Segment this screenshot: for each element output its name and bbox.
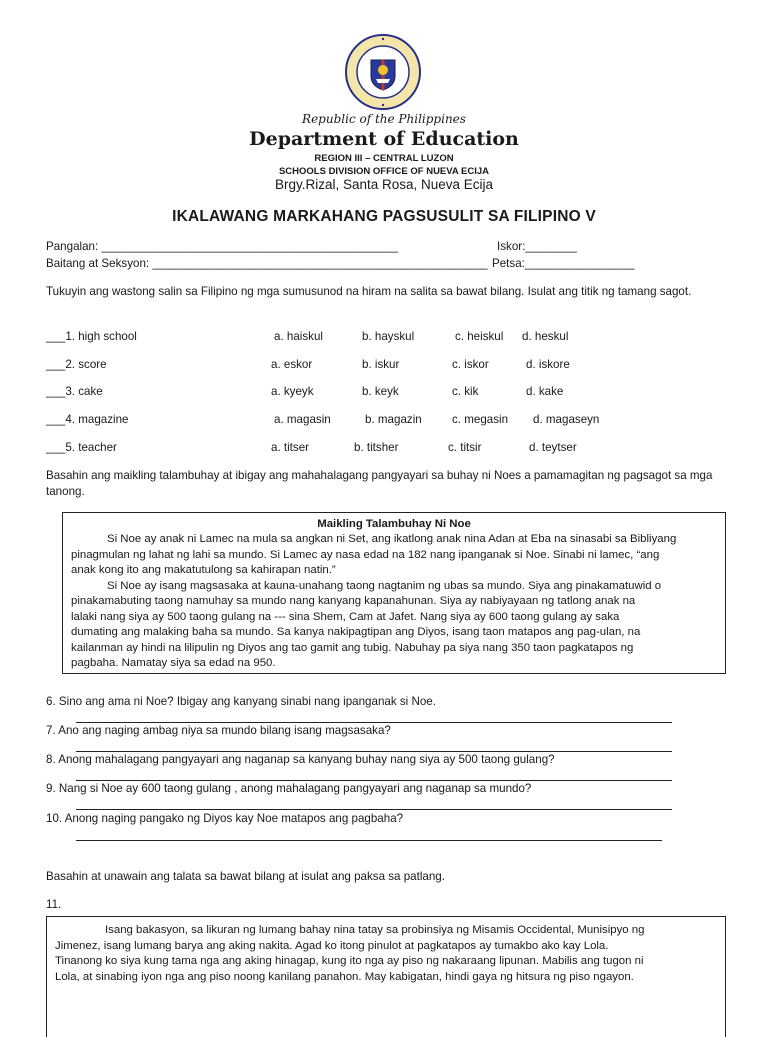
department-heading: Department of Education xyxy=(249,128,519,150)
choice-c: c. heiskul xyxy=(455,330,504,343)
answer-line-8[interactable] xyxy=(76,780,672,781)
paragraph-line: Tinanong ko siya kung tama nga ang aking hinagap, kung ito nga ay piso ng nakaraang lipunan. Mabilis ang tugon ni xyxy=(55,955,644,967)
choice-a: a. magasin xyxy=(274,413,331,426)
exam-title: IKALAWANG MARKAHANG PAGSUSULIT SA FILIPINO V xyxy=(172,208,596,225)
petsa-field[interactable]: Petsa:_________________ xyxy=(492,257,635,270)
biography-line: lalaki nang siya ay 500 taong gulang na --- sina Shem, Cam at Jafet. Nang siya ay 600 taong gulang ay saka xyxy=(71,610,620,623)
answer-line-10[interactable] xyxy=(76,840,662,841)
iskor-field[interactable]: Iskor:________ xyxy=(497,240,577,253)
choice-a: a. titser xyxy=(271,441,310,454)
choice-d: d. iskore xyxy=(526,358,570,371)
choice-c: c. kik xyxy=(452,385,479,398)
choice-b: b. titsher xyxy=(354,441,399,454)
biography-box xyxy=(62,512,726,674)
choice-d: d. heskul xyxy=(522,330,569,343)
item-label[interactable]: ___1. high school xyxy=(46,330,137,343)
choice-a: a. eskor xyxy=(271,358,313,371)
biography-line: pinakamabuting taong namuhay sa mundo nang kanyang kapanahunan. Siya ay nabiyayaan ng tatlong anak na xyxy=(71,595,636,607)
question-9: 9. Nang si Noe ay 600 taong gulang , anong mahalagang pangyayari ang naganap sa mundo? xyxy=(46,782,532,795)
choice-b: b. iskur xyxy=(362,358,400,371)
item-label[interactable]: ___4. magazine xyxy=(46,413,129,426)
pangalan-field[interactable]: Pangalan: ______________________________________________ xyxy=(46,240,399,253)
choice-c: c. iskor xyxy=(452,358,489,371)
biography-text xyxy=(71,532,721,672)
choice-b: b. hayskul xyxy=(362,330,415,343)
baitang-field[interactable]: Baitang at Seksyon: ____________________________________________________ xyxy=(46,257,488,270)
biography-line: Si Noe ay isang magsasaka at kauna-unahang taong nagtanim ng ubas sa mundo. Siya ang pinakamatuwid o xyxy=(107,579,662,592)
answer-line-6[interactable] xyxy=(76,722,672,723)
choice-c: c. titsir xyxy=(448,441,482,454)
biography-line: kailanman ay hindi na lilipulin ng Diyos ang tao gamit ang tubig. Nabuhay pa siya nang 350 taon pagkatapos ng xyxy=(71,641,634,654)
biography-line: Si Noe ay anak ni Lamec na mula sa angkan ni Set, ang ikatlong anak nina Adan at Eba na sinasabi sa Bibliyang xyxy=(107,533,677,545)
address-line: Brgy.Rizal, Santa Rosa, Nueva Ecija xyxy=(274,177,494,192)
division-line: SCHOOLS DIVISION OFFICE OF NUEVA ECIJA xyxy=(278,166,490,177)
choice-d: d. kake xyxy=(526,385,564,398)
choice-a: a. haiskul xyxy=(274,330,323,343)
question-7: 7. Ano ang naging ambag niya sa mundo bilang isang magsasaka? xyxy=(46,724,391,737)
biography-line: pinagmulan ng lahat ng lahi sa mundo. Si Lamec ay nasa edad na 182 nang ipanganak si Noe. Sinabi ni lamec, “ang xyxy=(71,548,660,561)
paragraph-line: Lola, at sinabing iyon nga ang piso noong kanilang panahon. May kabigatan, hindi gaya ng hitsura ng piso ngayon. xyxy=(55,970,634,983)
biography-line: pagbaha. Namatay siya sa edad na 950. xyxy=(71,657,276,669)
question-8: 8. Anong mahalagang pangyayari ang naganap sa kanyang buhay nang siya ay 500 taong gulang? xyxy=(46,753,555,766)
paragraph-line: Isang bakasyon, sa likuran ng lumang bahay nina tatay sa probinsiya ng Misamis Occidental, Munisipyo ng xyxy=(105,924,645,936)
part3-instructions: Basahin at unawain ang talata sa bawat bilang at isulat ang paksa sa patlang. xyxy=(46,870,445,883)
item-label[interactable]: ___2. score xyxy=(46,358,107,371)
item-label[interactable]: ___3. cake xyxy=(46,385,103,398)
paragraph-box xyxy=(46,916,726,1037)
biography-title: Maikling Talambuhay Ni Noe xyxy=(317,518,471,530)
paragraph-text xyxy=(55,923,721,985)
answer-line-7[interactable] xyxy=(76,751,672,752)
item-label[interactable]: ___5. teacher xyxy=(46,441,117,454)
question-10: 10. Anong naging pangako ng Diyos kay Noe matapos ang pagbaha? xyxy=(46,812,404,825)
part1-instructions: Tukuyin ang wastong salin sa Filipino ng mga sumusunod na hiram na salita sa bawat bilang. Isulat ang titik ng tamang sagot. xyxy=(46,285,692,298)
answer-line-9[interactable] xyxy=(76,809,672,810)
item-number-11: 11. xyxy=(46,898,62,911)
biography-line: dumating ang malaking baha sa mundo. Sa kanya nakipagtipan ang Diyos, isang taon matapos ang pag-ulan, na xyxy=(71,626,641,638)
part2-instructions: Basahin ang maikling talambuhay at ibigay ang mahahalagang pangyayari sa buhay ni Noes a pamamagitan ng pagsagot sa mga tanong. xyxy=(46,469,713,498)
choice-a: a. kyeyk xyxy=(271,385,314,398)
choice-c: c. megasin xyxy=(452,413,509,426)
choice-b: b. magazin xyxy=(365,413,422,426)
paragraph-line: Jimenez, isang lumang barya ang aking nakita. Agad ko itong pinulot at pagkatapos ay tumakbo ako kay Lola. xyxy=(55,939,609,952)
region-line: REGION III – CENTRAL LUZON xyxy=(314,153,454,164)
choice-d: d. teytser xyxy=(529,441,577,454)
choice-d: d. magaseyn xyxy=(533,413,600,426)
biography-line: anak kong ito ang makatutulong sa kahirapan natin.” xyxy=(71,564,336,576)
choice-b: b. keyk xyxy=(362,385,399,398)
question-6: 6. Sino ang ama ni Noe? Ibigay ang kanyang sinabi nang ipanganak si Noe. xyxy=(46,695,436,708)
deped-seal-icon xyxy=(345,34,421,110)
republic-heading: Republic of the Philippines xyxy=(302,112,466,126)
